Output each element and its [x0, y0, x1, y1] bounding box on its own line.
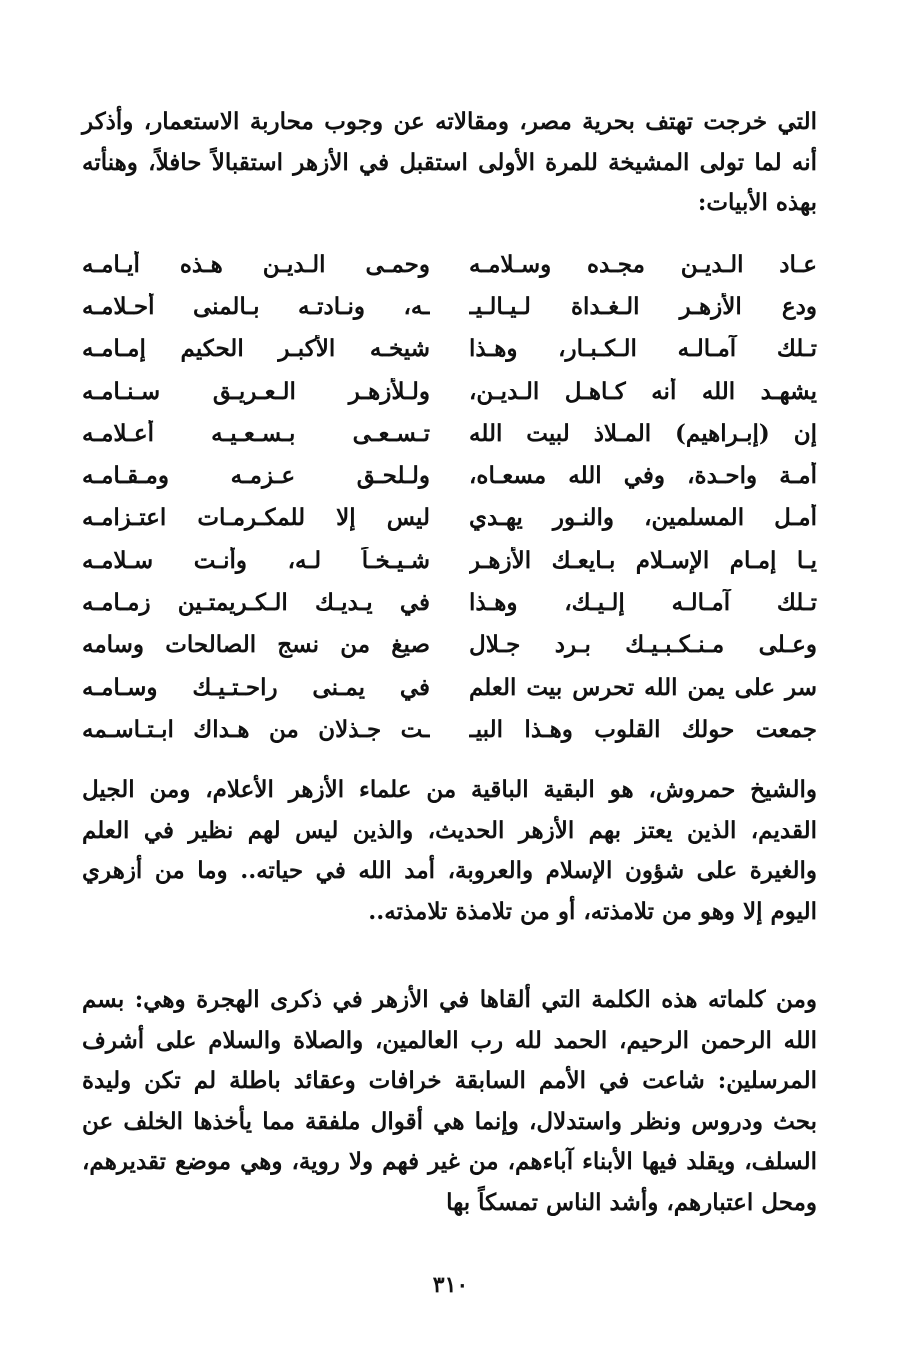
verse-first-hemistich: يـا إمـام الإسـلام بـايعـك الأزهـر — [469, 546, 817, 574]
page-number: ٣١٠ — [432, 1272, 469, 1298]
poem-verse — [82, 243, 817, 285]
verse-second-hemistich: ولـلأزهـر الـعـريـق سـنـامـه — [82, 377, 430, 405]
poem-verse — [82, 581, 817, 623]
poem-verse — [82, 624, 817, 666]
verse-second-hemistich: وحمـى الـديـن هـذه أيـامـه — [82, 250, 430, 278]
poem-verse — [82, 497, 817, 539]
verse-first-hemistich: تـلك آمـالـه الـكـبـار، وهـذا — [469, 335, 817, 363]
poem-verse — [82, 412, 817, 454]
verse-second-hemistich: تـسـعـى بـسـعـيـه أعـلامـه — [82, 419, 430, 447]
speech-paragraph: ومن كلماته هذه الكلمة التي ألقاها في الأزهر في ذكرى الهجرة وهي: بسم الله الرحمن الرحيم، الحمد لله رب العالمين، والصلاة والسلام على أشرف المرسلين: شاعت في الأمم السابقة خرافات وعقائد باطلة لم تكن وليدة بحث ودروس ونظر واستدلال، وإنما هي أقوال ملفقة مما يأخذها الخلف عن السلف، ويقلد فيها الأبناء آباءهم، من غير فهم ولا روية، وهي موضع تقديرهم، ومحل اعتبارهم، وأشد الناس تمسكاً بها — [82, 986, 817, 1216]
poem-verse — [82, 285, 817, 327]
poem-verse — [82, 370, 817, 412]
poem-verse — [82, 539, 817, 581]
verse-second-hemistich: في يمـنى راحـتـيـك وسـامـه — [82, 673, 430, 701]
poem-verse — [82, 708, 817, 750]
verse-second-hemistich: ـت جـذلان من هـداك ابـتـاسـمه — [82, 715, 430, 743]
verse-first-hemistich: يشهـد الله أنه كـاهـل الـديـن، — [469, 377, 817, 405]
poem-verse — [82, 666, 817, 708]
poem-verse — [82, 454, 817, 496]
verse-second-hemistich: ولـلحـق عـزمـه ومـقـامـه — [82, 462, 430, 490]
verse-first-hemistich: أمـة واحـدة، وفي الله مسعـاه، — [469, 462, 817, 490]
verse-second-hemistich: ـه، ونـادتـه بـالمنى أحـلامـه — [82, 292, 430, 320]
verse-first-hemistich: إن (إبـراهيم) المـلاذ لبيت الله — [469, 419, 817, 447]
verse-first-hemistich: تـلك آمـالـه إلـيـك، وهـذا — [469, 589, 817, 617]
verse-second-hemistich: شـيـخـاً لـه، وأنـت سـلامـه — [82, 546, 430, 574]
verse-second-hemistich: صيغ من نسج الصالحات وسامه — [82, 631, 430, 659]
poem — [82, 243, 817, 751]
verse-first-hemistich: سر على يمن الله تحرس بيت العلم — [469, 673, 817, 701]
verse-second-hemistich: في يـديـك الـكـريمتـين زمـامـه — [82, 589, 430, 617]
verse-first-hemistich: جمعت حولك القلوب وهـذا البيـ — [469, 715, 817, 743]
verse-second-hemistich: شيخـه الأكبـر الحكيم إمـامـه — [82, 335, 430, 363]
verse-first-hemistich: ودع الأزهـر الـغـداة لـيـالـيـ — [469, 292, 817, 320]
poem-verse — [82, 328, 817, 370]
intro-paragraph: التي خرجت تهتف بحرية مصر، ومقالاته عن وجوب محاربة الاستعمار، وأذكر أنه لما تولى المشيخة للمرة الأولى استقبل في الأزهر استقبالاً حافلاً، وهنأته بهذه الأبيات: — [82, 108, 817, 216]
verse-second-hemistich: ليس إلا للمكـرمـات اعتـزامـه — [82, 504, 430, 532]
verse-first-hemistich: وعـلى مـنـكـبـيـك بـرد جـلال — [469, 631, 817, 659]
verse-first-hemistich: عـاد الـديـن مجـده وسـلامـه — [469, 250, 817, 278]
verse-first-hemistich: أمـل المسلمين، والنـور يهـدي — [469, 504, 817, 532]
hamroush-paragraph: والشيخ حمروش، هو البقية الباقية من علماء الأزهر الأعلام، ومن الجيل القديم، الذين يعتز بهم الأزهر الحديث، والذين ليس لهم نظير في العلم والغيرة على شؤون الإسلام والعروبة، أمد الله في حياته.. وما من أزهري اليوم إلا وهو من تلامذته، أو من تلامذة تلامذته.. — [82, 776, 817, 925]
